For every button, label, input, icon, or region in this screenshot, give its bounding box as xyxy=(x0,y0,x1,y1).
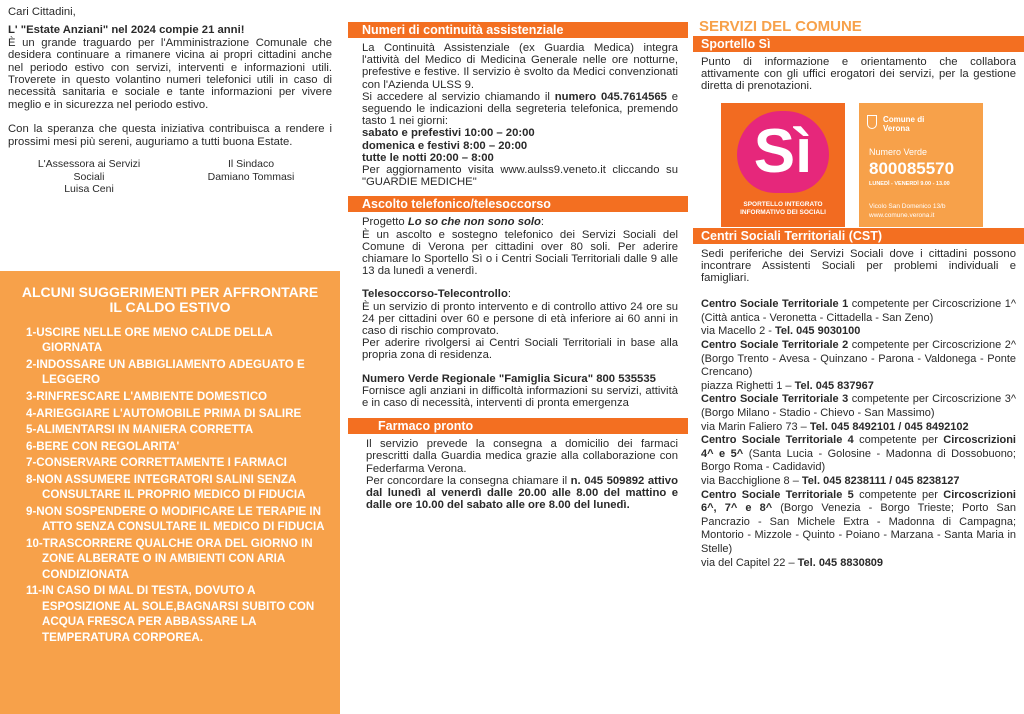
cst-name: Centro Sociale Territoriale 3 xyxy=(701,393,849,406)
cst-area: (Borgo Venezia - Borgo Trieste; Porto San Pancrazio - San Michele Extra - Madonna di Campagna; Montorio - Mizzole - Quinto - Poiano - Marzana - Santa Maria in Stelle) xyxy=(701,502,1016,555)
numero-verde-label: Numero Verde xyxy=(869,146,928,157)
heat-tip: 2-INDOSSARE UN ABBIGLIAMENTO ADEGUATO E LEGGERO xyxy=(26,358,305,387)
heat-tips-title: ALCUNI SUGGERIMENTI PER AFFRONTARE IL CALDO ESTIVO xyxy=(21,284,319,315)
famiglia-sicura-paragraph: Fornisce agli anziani in difficoltà informazioni su servizi, attività e in caso di necessità, interventi di pronta emergenza xyxy=(362,384,678,410)
cst-list xyxy=(693,294,1024,570)
heat-tip: 4-ARIEGGIARE L'AUTOMOBILE PRIMA DI SALIRE xyxy=(26,406,302,420)
heat-tips-box xyxy=(0,271,340,714)
progetto-line: Progetto Lo so che non sono solo: xyxy=(362,216,545,229)
heat-tip: 3-RINFRESCARE L'AMBIENTE DOMESTICO xyxy=(26,390,268,403)
intro-letter xyxy=(0,0,340,196)
ascolto-paragraph: È un ascolto e sostegno telefonico dei Servizi Sociali del Comune di Verona per cittadini over 80 soli. Per aderire chiamare lo Sportello Sì o i Centri Sociali Territoriali dalle 9 alle 13 da lunedì a venerdì. xyxy=(362,228,678,278)
heat-tip: 7-CONSERVARE CORRETTAMENTE I FARMACI xyxy=(26,456,287,470)
farmaco-section xyxy=(348,434,688,511)
cst-address: piazza Righetti 1 – xyxy=(701,379,795,392)
cst-phone: Tel. 045 8238111 / 045 8238127 xyxy=(801,474,960,487)
heat-tip: 8-NON ASSUMERE INTEGRATORI SALINI SENZA CONSULTARE IL PROPRIO MEDICO DI FIDUCIA xyxy=(26,472,306,502)
cst-circ: Circoscrizione 1^ xyxy=(932,298,1016,311)
cst-address: via Macello 2 - xyxy=(701,325,775,338)
cst-name: Centro Sociale Territoriale 1 xyxy=(701,298,849,311)
cst-intro: Sedi periferiche dei Servizi Sociali dove i cittadini possono incontrare Assistenti Sociali per problemi individuali e famigliari. xyxy=(701,247,1016,285)
intro-paragraph-1: È un grande traguardo per l'Amministrazione Comunale che desidera continuare a rimanere vicina ai propri cittadini anche nel periodo estivo con servizi, interventi e informazioni utili. Troverete in questo volantino numeri telefonici utili in caso di necessità sanitaria e sociale e tante informazioni per vivere meglio e in sicurezza nel periodo estivo. xyxy=(8,36,332,111)
left-column xyxy=(0,0,340,714)
signature-sindaco xyxy=(170,158,332,196)
section-header-ascolto: Ascolto telefonico/telesoccorso xyxy=(348,196,688,212)
intro-paragraph-2: Con la speranza che questa iniziativa contribuisca a rendere i prossimi mesi più sereni, auguriamo a tutti buona Estate. xyxy=(8,123,332,148)
cst-comp: competente per xyxy=(848,339,933,351)
cst-circ: Circoscrizione 2^ xyxy=(932,339,1016,351)
signatures xyxy=(8,158,332,196)
right-column xyxy=(693,0,1024,714)
hours-nights: tutte le notti 20:00 – 8:00 xyxy=(362,151,494,164)
cst-entry xyxy=(701,489,1016,571)
servizi-title: SERVIZI DEL COMUNE xyxy=(699,18,862,35)
cst-address: via del Capitel 22 – xyxy=(701,556,798,569)
section-header-continuita: Numeri di continuità assistenziale xyxy=(348,22,688,38)
cst-name: Centro Sociale Territoriale 5 xyxy=(701,488,854,501)
cst-entry xyxy=(701,434,1016,488)
numero-verde-famiglia-sicura: Numero Verde Regionale "Famiglia Sicura" 800 535535 xyxy=(362,372,656,385)
telesoccorso-adhesion: Per aderire rivolgersi ai Centri Sociali Territoriali in base alla propria zona di residenza. xyxy=(362,337,678,362)
signature-name: Damiano Tommasi xyxy=(207,170,295,183)
cst-name: Centro Sociale Territoriale 4 xyxy=(701,434,854,447)
cst-phone: Tel. 045 8830809 xyxy=(797,556,884,569)
logos-row xyxy=(693,93,1024,223)
telesoccorso-paragraph: È un servizio di pronto intervento e di controllo attivo 24 ore su 24 per cittadini over 60 e persone di età inferiore ai 60 anni in caso di rischio comprovato. xyxy=(362,300,678,338)
cst-comp: competente per xyxy=(848,298,933,311)
signature-role: L'Assessora ai Servizi Sociali xyxy=(37,158,141,183)
hours-sunday: domenica e festivi 8:00 – 20:00 xyxy=(362,139,528,152)
cst-address: via Bacchiglione 8 – xyxy=(701,474,802,487)
continuita-phone-paragraph: Si accedere al servizio chiamando il numero 045.7614565 e seguendo le indicazioni della segreteria telefonica, premendo tasto 1 nei giorni: xyxy=(362,90,679,128)
cst-name: Centro Sociale Territoriale 2 xyxy=(701,339,849,351)
cst-area: (Borgo Trento - Avesa - Quinzano - Parona - Valdonega - Ponte Crencano) xyxy=(701,352,1016,379)
continuita-section xyxy=(348,38,688,188)
logo-website: www.comune.verona.it xyxy=(869,211,935,219)
si-word: Sì xyxy=(753,116,813,186)
cst-entry xyxy=(701,298,1016,339)
telesoccorso-title: Telesoccorso-Telecontrollo: xyxy=(362,288,511,301)
comune-name: Comune di Verona xyxy=(869,115,929,133)
heat-tip: 1-USCIRE NELLE ORE MENO CALDE DELLA GIORNATA xyxy=(26,326,273,355)
heat-tip: 11-IN CASO DI MAL DI TESTA, DOVUTO A ESPOSIZIONE AL SOLE,BAGNARSI SUBITO CON ACQUA FRESCA PER ABBASSARE LA TEMPERATURA CORPOREA. xyxy=(26,584,315,644)
signature-name: Luisa Ceni xyxy=(64,183,114,196)
salutation: Cari Cittadini, xyxy=(8,6,76,18)
cst-entry xyxy=(701,393,1016,434)
cst-area: (Città antica - Veronetta - Cittadella - San Zeno) xyxy=(701,311,934,324)
farmaco-phone-paragraph: Per concordare la consegna chiamare il n. 045 509892 attivo dal lunedì al venerdì dalle 20.00 alle 8.00 del mattino e dalle ore 10.00 del sabato alle ore 8.00 del lunedì. xyxy=(366,474,678,512)
continuita-paragraph: La Continuità Assistenziale (ex Guardia Medica) integra l'attività del Medico di Medicina Generale nelle ore notturne, prefestive e festive. Il servizio è svolto da Medici convenzionati con l'Azienda ULSS 9. xyxy=(362,42,678,91)
signature-role: Il Sindaco xyxy=(227,158,275,171)
section-header-farmaco: Farmaco pronto xyxy=(348,418,688,434)
crest-icon xyxy=(867,115,877,129)
cst-phone: Tel. 045 8492101 / 045 8492102 xyxy=(809,420,969,433)
cst-circ: Circoscrizione 3^ xyxy=(932,393,1016,406)
numero-verde: 800085570 xyxy=(869,158,955,178)
continuita-phone: numero 045.7614565 xyxy=(554,90,667,103)
cst-circ: Circoscrizioni 4^ e 5^ xyxy=(701,434,1016,460)
logo-address: Vicolo San Domenico 13/b xyxy=(869,202,946,210)
ascolto-section xyxy=(348,212,688,409)
comune-verona-logo xyxy=(859,103,983,227)
cst-comp: competente per xyxy=(853,488,944,501)
sportello-text: Punto di informazione e orientamento che collabora attivamente con gli uffici erogatori dei servizi, per la gestione diretta di prenotazioni. xyxy=(701,56,1016,93)
cst-comp: competente per xyxy=(853,434,944,447)
section-header-cst: Centri Sociali Territoriali (CST) xyxy=(693,228,1024,244)
cst-circ: Circoscrizioni 6^, 7^ e 8^ xyxy=(701,488,1016,515)
heat-tip: 6-BERE CON REGOLARITA' xyxy=(26,439,180,453)
cst-comp: competente per xyxy=(848,393,933,406)
hours-saturday: sabato e prefestivi 10:00 – 20:00 xyxy=(362,127,535,140)
farmaco-paragraph: Il servizio prevede la consegna a domicilio dei farmaci prescritti dalla Guardia medica grazie alla collaborazione con Federfarma Verona. xyxy=(366,438,678,475)
lead-title: L' "Estate Anziani" nel 2024 compie 21 anni! xyxy=(8,24,245,37)
cst-address: via Marin Faliero 73 – xyxy=(701,420,810,433)
continuita-website: Per aggiornamento visita www.aulss9.veneto.it cliccando su "GUARDIE MEDICHE" xyxy=(362,164,678,189)
heat-tips-list xyxy=(0,325,340,645)
cst-phone: Tel. 045 837967 xyxy=(794,379,874,392)
cst-entry xyxy=(701,339,1016,393)
si-caption: SPORTELLO INTEGRATO INFORMATIVO DEI SOCIALI xyxy=(740,200,826,216)
heat-tip: 10-TRASCORRERE QUALCHE ORA DEL GIORNO IN ZONE ALBERATE O IN AMBIENTI CON ARIA CONDIZIONATA xyxy=(26,536,313,581)
heat-tip: 9-NON SOSPENDERE O MODIFICARE LE TERAPIE IN ATTO SENZA CONSULTARE IL MEDICO DI FIDUCIA xyxy=(26,504,325,534)
heat-tip: 5-ALIMENTARSI IN MANIERA CORRETTA xyxy=(26,423,254,437)
section-header-sportello: Sportello Sì xyxy=(693,36,1024,52)
opening-hours: LUNEDÌ - VENERDÌ 9.00 - 13.00 xyxy=(869,180,950,187)
middle-column xyxy=(348,0,688,714)
cst-area: (Santa Lucia - Golosine - Madonna di Dossobuono; Borgo Roma - Cadidavid) xyxy=(701,447,1016,474)
signature-assessora xyxy=(8,158,170,196)
sportello-si-logo xyxy=(721,103,845,227)
cst-area: (Borgo Milano - Stadio - Chievo - San Massimo) xyxy=(701,406,935,419)
cst-phone: Tel. 045 9030100 xyxy=(774,325,861,338)
